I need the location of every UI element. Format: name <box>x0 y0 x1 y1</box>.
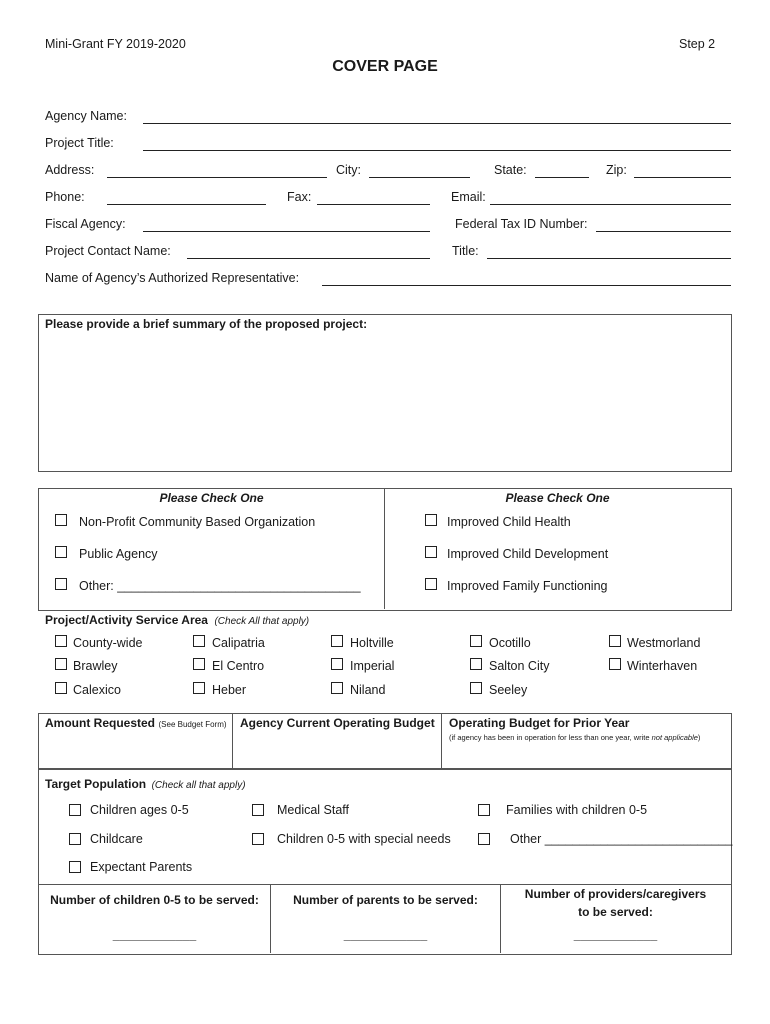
providers-served-blank[interactable]: ____________ <box>573 928 658 942</box>
checkbox-child-development[interactable] <box>425 546 437 558</box>
area-winterhaven: Winterhaven <box>627 659 698 673</box>
checkbox-expectant-parents[interactable] <box>69 861 81 873</box>
project-contact-label: Project Contact Name: <box>45 244 171 258</box>
city-field[interactable] <box>369 177 470 178</box>
prior-budget-label[interactable]: Operating Budget for Prior Year <box>449 716 630 730</box>
authorized-rep-field[interactable] <box>322 285 731 286</box>
fax-field[interactable] <box>317 204 430 205</box>
service-area-label: Project/Activity Service Area <box>45 613 208 627</box>
budget-divider-2 <box>441 713 442 768</box>
parents-served-label: Number of parents to be served: <box>293 893 478 907</box>
checkbox-brawley[interactable] <box>55 658 67 670</box>
federal-tax-id-field[interactable] <box>596 231 731 232</box>
contact-title-label: Title: <box>452 244 479 258</box>
area-county-wide: County-wide <box>73 636 143 650</box>
check-divider <box>384 488 385 609</box>
state-label: State: <box>494 163 527 177</box>
area-holtville: Holtville <box>350 636 394 650</box>
project-title-field[interactable] <box>143 150 731 151</box>
checkbox-county-wide[interactable] <box>55 635 67 647</box>
summary-label: Please provide a brief summary of the proposed project: <box>45 317 368 331</box>
checkbox-heber[interactable] <box>193 682 205 694</box>
project-title-label: Project Title: <box>45 136 114 150</box>
checkbox-salton-city[interactable] <box>470 658 482 670</box>
checkbox-other[interactable] <box>55 578 67 590</box>
children-served-blank[interactable]: ____________ <box>112 928 197 942</box>
checkbox-children-0-5[interactable] <box>69 804 81 816</box>
checkbox-seeley[interactable] <box>470 682 482 694</box>
federal-tax-id-label: Federal Tax ID Number: <box>455 217 588 231</box>
checkbox-winterhaven[interactable] <box>609 658 621 670</box>
area-ocotillo: Ocotillo <box>489 636 531 650</box>
prior-budget-note <box>449 733 700 742</box>
checkbox-niland[interactable] <box>331 682 343 694</box>
address-label: Address: <box>45 163 95 177</box>
city-label: City: <box>336 163 361 177</box>
area-brawley: Brawley <box>73 659 118 673</box>
fax-label: Fax: <box>287 190 312 204</box>
prior-note-a: (if agency has been in operation for less than one year, write <box>449 733 652 742</box>
state-field[interactable] <box>535 177 589 178</box>
checkbox-target-other[interactable] <box>478 833 490 845</box>
option-other: Other: ___________________________________ <box>79 579 361 593</box>
checkbox-holtville[interactable] <box>331 635 343 647</box>
project-contact-field[interactable] <box>187 258 430 259</box>
agency-name-field[interactable] <box>143 123 731 124</box>
checkbox-family-functioning[interactable] <box>425 578 437 590</box>
target-other: Other ___________________________ <box>510 832 733 846</box>
prior-note-c: ) <box>697 733 701 742</box>
providers-served-label-1: Number of providers/caregivers <box>524 887 707 901</box>
authorized-rep-label: Name of Agency’s Authorized Representative: <box>45 271 300 285</box>
checkbox-calexico[interactable] <box>55 682 67 694</box>
email-field[interactable] <box>490 204 731 205</box>
target-special-needs: Children 0-5 with special needs <box>277 832 451 846</box>
option-child-health: Improved Child Health <box>447 515 571 529</box>
service-area-heading <box>45 613 309 627</box>
area-el-centro: El Centro <box>212 659 265 673</box>
prior-note-b: not applicable <box>651 733 698 742</box>
children-served-label: Number of children 0-5 to be served: <box>50 893 259 907</box>
amount-requested-heading[interactable] <box>45 716 227 730</box>
target-expectant-parents: Expectant Parents <box>90 860 193 874</box>
summary-box[interactable] <box>38 314 732 472</box>
address-field[interactable] <box>107 177 327 178</box>
option-public-agency: Public Agency <box>79 547 158 561</box>
checkbox-westmorland[interactable] <box>609 635 621 647</box>
target-medical-staff: Medical Staff <box>277 803 350 817</box>
area-niland: Niland <box>350 683 386 697</box>
target-children-0-5: Children ages 0-5 <box>90 803 189 817</box>
left-check-header: Please Check One <box>159 491 264 505</box>
checkbox-calipatria[interactable] <box>193 635 205 647</box>
service-area-note: (Check All that apply) <box>214 616 310 627</box>
checkbox-public-agency[interactable] <box>55 546 67 558</box>
target-heading <box>45 777 246 791</box>
target-families: Families with children 0-5 <box>506 803 648 817</box>
served-divider <box>38 884 731 885</box>
area-seeley: Seeley <box>489 683 528 697</box>
area-calexico: Calexico <box>73 683 121 697</box>
amount-requested-note: (See Budget Form) <box>158 720 227 729</box>
fiscal-agency-field[interactable] <box>143 231 430 232</box>
page-title: COVER PAGE <box>332 58 438 75</box>
checkbox-childcare[interactable] <box>69 833 81 845</box>
phone-label: Phone: <box>45 190 85 204</box>
zip-field[interactable] <box>634 177 731 178</box>
checkbox-medical-staff[interactable] <box>252 804 264 816</box>
phone-field[interactable] <box>107 204 266 205</box>
target-childcare: Childcare <box>90 832 143 846</box>
target-label: Target Population <box>45 777 147 791</box>
zip-label: Zip: <box>606 163 627 177</box>
agency-name-label: Agency Name: <box>45 109 127 123</box>
target-note: (Check all that apply) <box>151 780 246 791</box>
option-child-development: Improved Child Development <box>447 547 609 561</box>
checkbox-child-health[interactable] <box>425 514 437 526</box>
amount-requested-label: Amount Requested <box>45 716 156 730</box>
area-westmorland: Westmorland <box>627 636 701 650</box>
area-calipatria: Calipatria <box>212 636 265 650</box>
checkbox-nonprofit[interactable] <box>55 514 67 526</box>
checkbox-imperial[interactable] <box>331 658 343 670</box>
current-budget-label[interactable]: Agency Current Operating Budget <box>240 716 435 730</box>
checkbox-ocotillo[interactable] <box>470 635 482 647</box>
area-imperial: Imperial <box>350 659 395 673</box>
area-heber: Heber <box>212 683 247 697</box>
fiscal-agency-label: Fiscal Agency: <box>45 217 126 231</box>
checkbox-special-needs[interactable] <box>252 833 264 845</box>
providers-served-label-2: to be served: <box>578 905 653 919</box>
option-nonprofit: Non-Profit Community Based Organization <box>79 515 316 529</box>
email-label: Email: <box>451 190 486 204</box>
header-left: Mini-Grant FY 2019-2020 <box>45 37 186 51</box>
checkbox-families[interactable] <box>478 804 490 816</box>
right-check-header: Please Check One <box>505 491 610 505</box>
budget-divider-1 <box>232 713 233 768</box>
contact-title-field[interactable] <box>487 258 731 259</box>
area-salton-city: Salton City <box>489 659 550 673</box>
checkbox-el-centro[interactable] <box>193 658 205 670</box>
header-right: Step 2 <box>679 37 716 51</box>
parents-served-blank[interactable]: ____________ <box>343 928 428 942</box>
option-family-functioning: Improved Family Functioning <box>447 579 608 593</box>
